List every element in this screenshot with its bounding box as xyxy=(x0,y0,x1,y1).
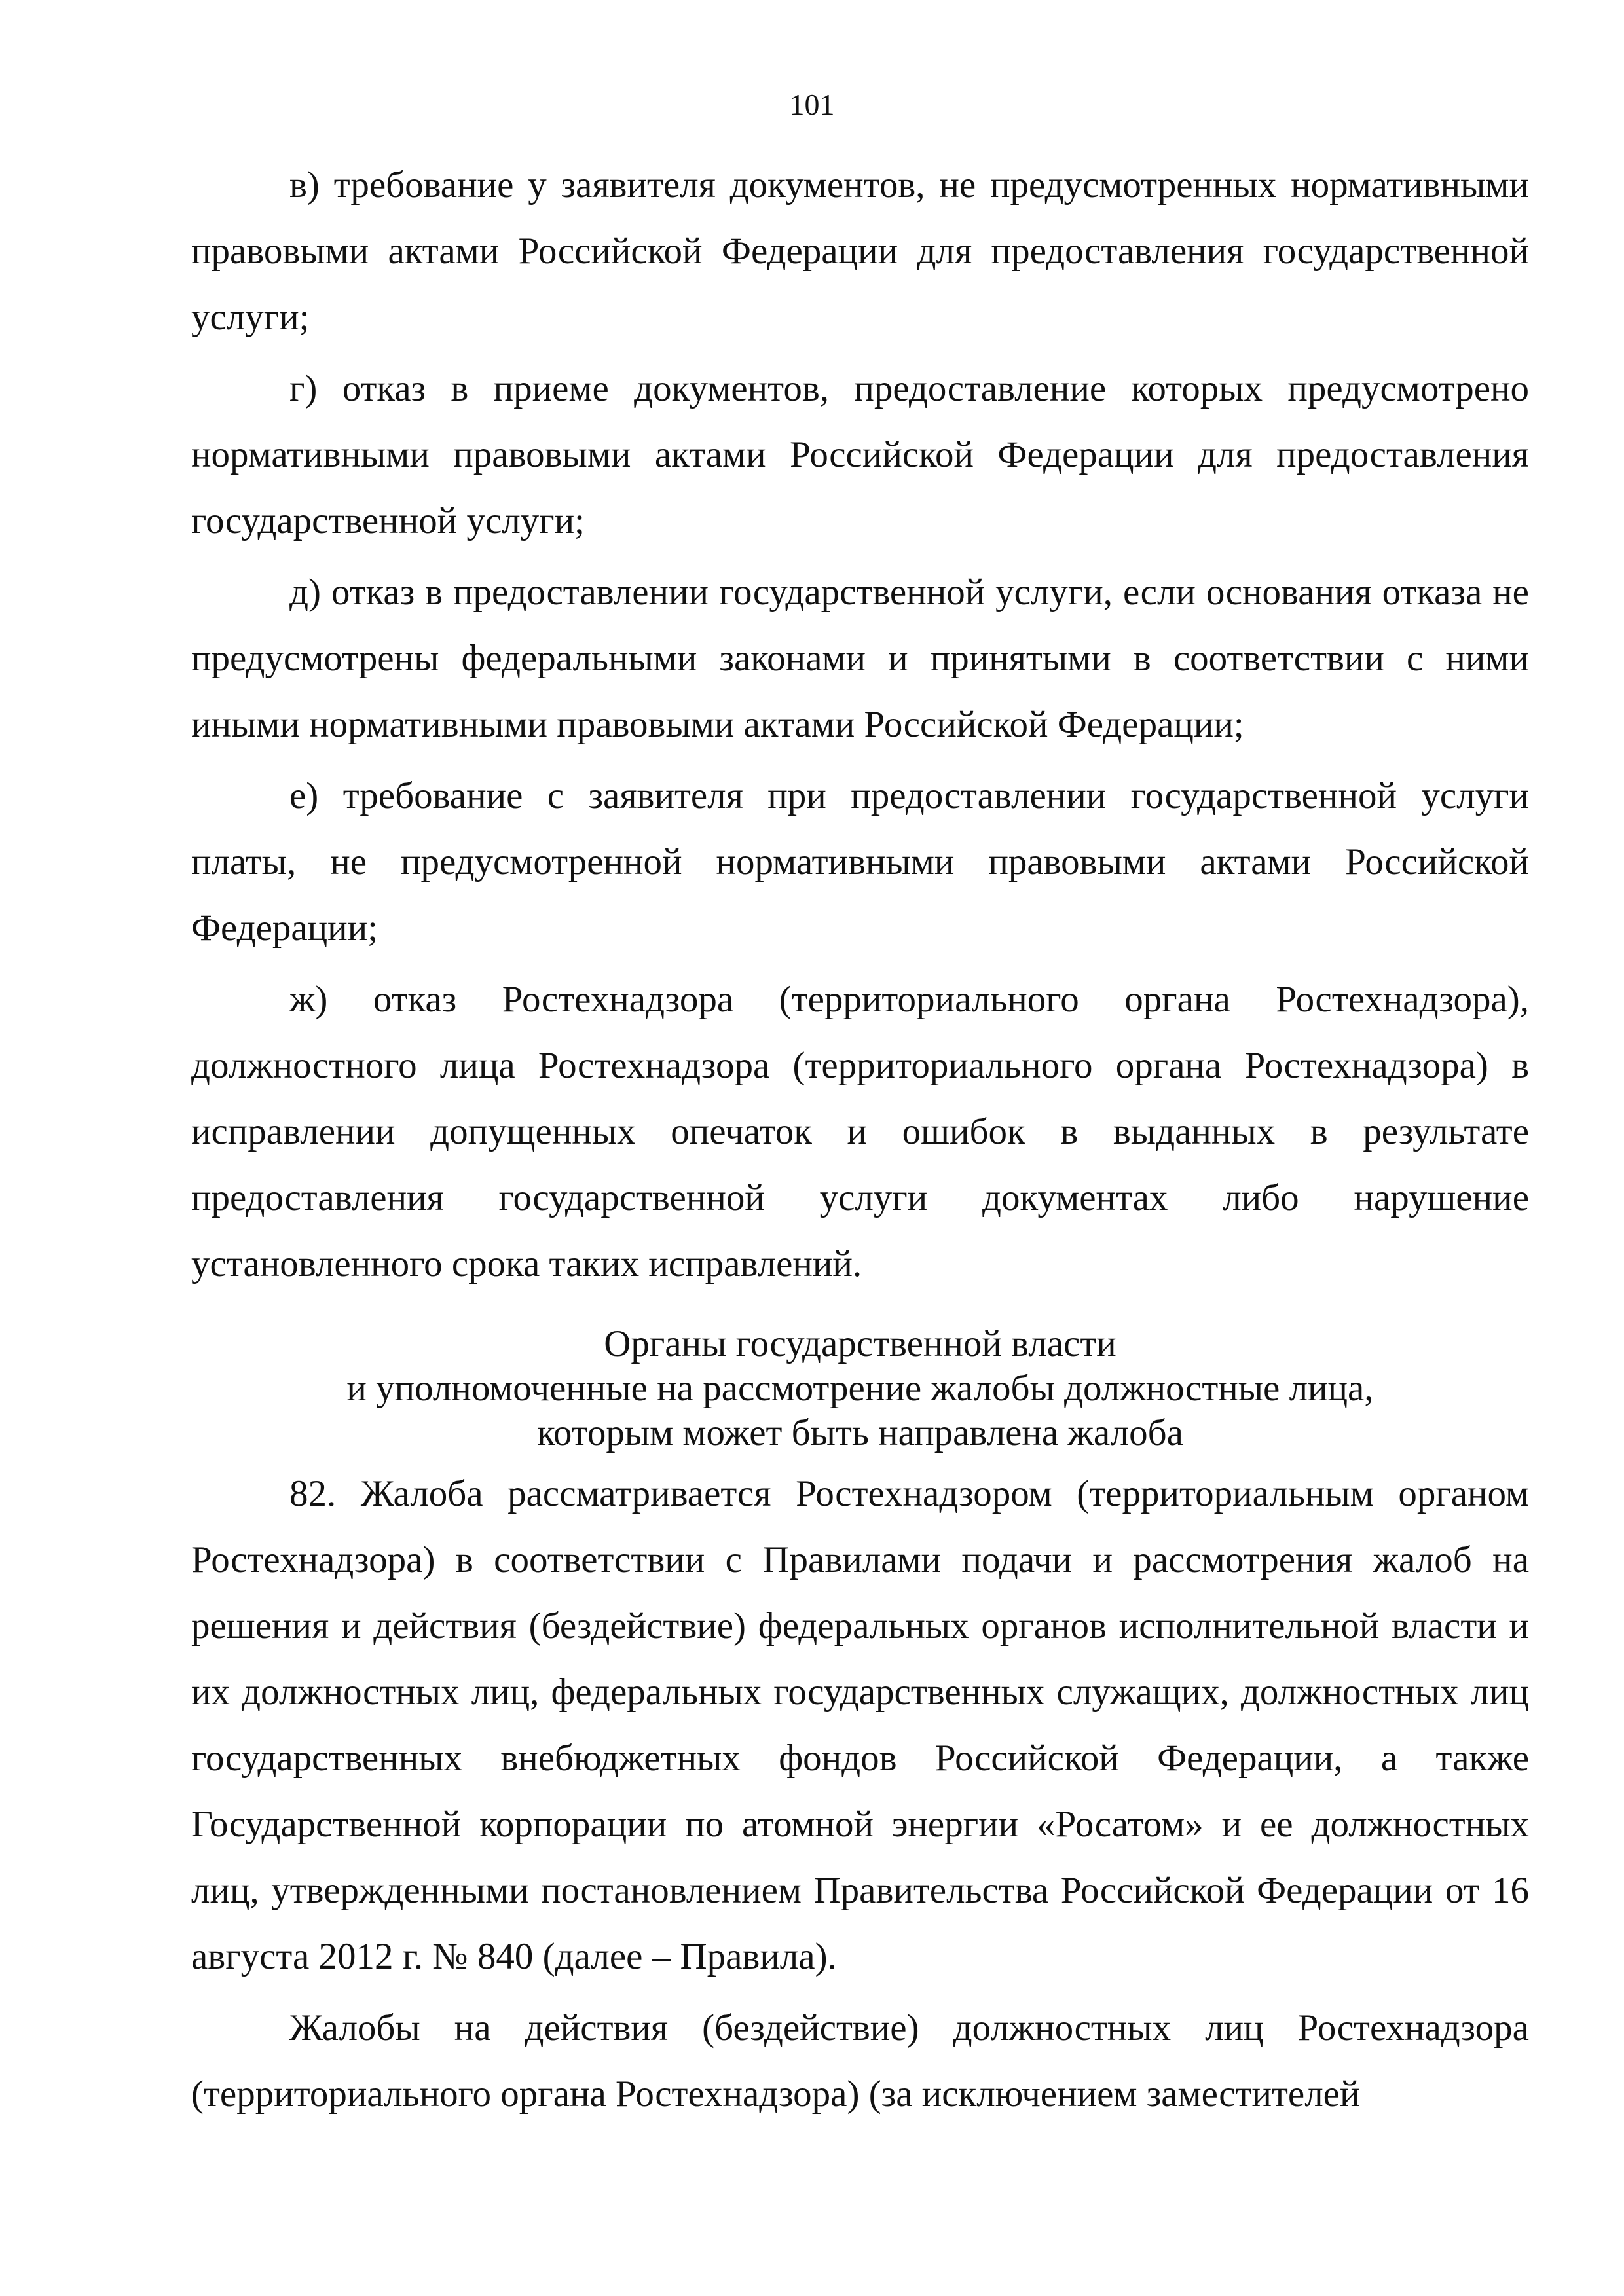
section-heading-line-3: которым может быть направлена жалоба xyxy=(537,1412,1183,1453)
document-body xyxy=(191,152,1529,2127)
paragraph-item-d: д) отказ в предоставлении государственной услуги, если основания отказа не предусмотрены федеральными законами и принятыми в соответствии с ними иными нормативными правовыми актами Российской Федерации; xyxy=(191,572,1529,745)
page-number: 101 xyxy=(789,88,835,121)
section-heading-line-2: и уполномоченные на рассмотрение жалобы должностные лица, xyxy=(346,1368,1374,1409)
section-heading-line-1: Органы государственной власти xyxy=(604,1323,1116,1364)
paragraph-item-zh: ж) отказ Ростехнадзора (территориального органа Ростехнадзора), должностного лица Ростехнадзора (территориального органа Ростехнадзора) в исправлении допущенных опечаток и ошибок в выданных в результате предоставления государственной услуги документах либо нарушение установленного срока таких исправлений. xyxy=(191,979,1529,1285)
paragraph-item-v: в) требование у заявителя документов, не предусмотренных нормативными правовыми актами Российской Федерации для предоставления государственной услуги; xyxy=(191,164,1529,338)
paragraph-82: 82. Жалоба рассматривается Ростехнадзором (территориальным органом Ростехнадзора) в соответствии с Правилами подачи и рассмотрения жалоб на решения и действия (бездействие) федеральных органов исполнительной власти и их должностных лиц, федеральных государственных служащих, должностных лиц государственных внебюджетных фондов Российской Федерации, а также Государственной корпорации по атомной энергии «Росатом» и ее должностных лиц, утвержденными постановлением Правительства Российской Федерации от 16 августа 2012 г. № 840 (далее – Правила). xyxy=(191,1473,1529,1977)
section-heading xyxy=(191,1322,1529,1455)
paragraph-item-e: е) требование с заявителя при предоставлении государственной услуги платы, не предусмотренной нормативными правовыми актами Российской Федерации; xyxy=(191,775,1529,949)
paragraph-item-g: г) отказ в приеме документов, предоставление которых предусмотрено нормативными правовыми актами Российской Федерации для предоставления государственной услуги; xyxy=(191,368,1529,541)
paragraph-complaints-officials: Жалобы на действия (бездействие) должностных лиц Ростехнадзора (территориального органа Ростехнадзора) (за исключением заместителей xyxy=(191,2007,1529,2115)
